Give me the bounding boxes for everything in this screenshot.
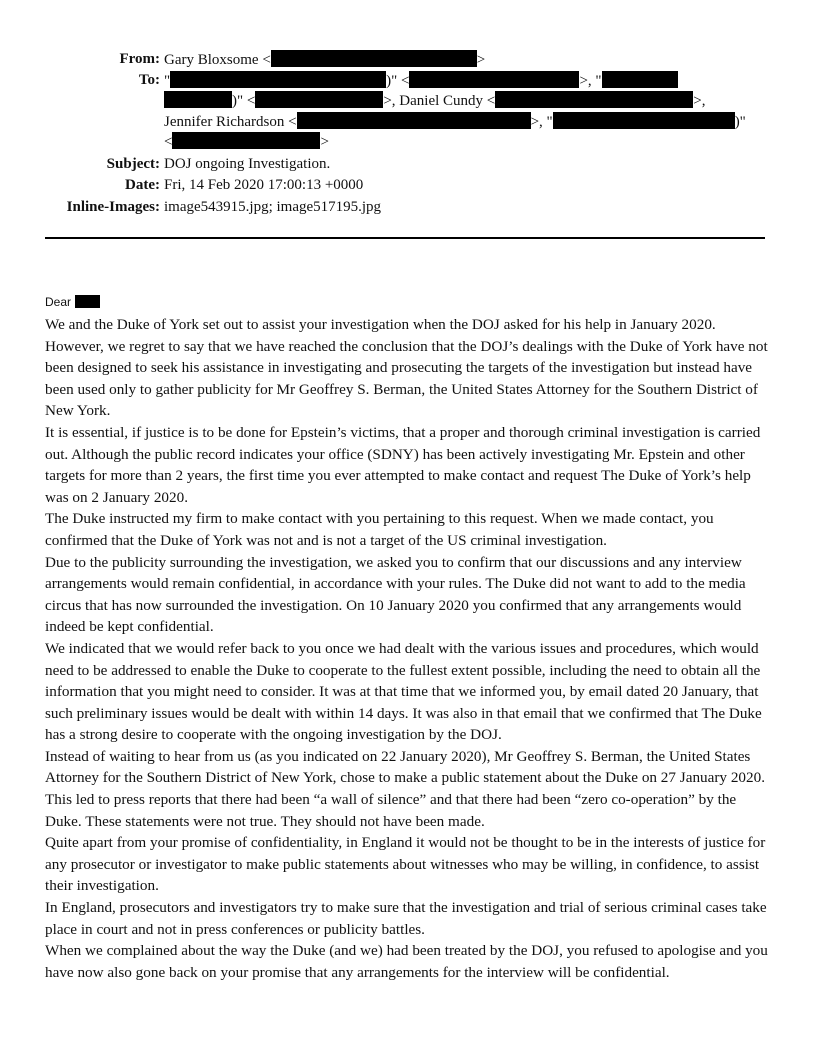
from-label: From: (119, 51, 160, 67)
redaction-box (75, 295, 100, 308)
paragraph: The Duke instructed my firm to make contact with you pertaining to this request. When we made contact, you confirmed that the Duke of York was not and is not a target of the US criminal investigation. (45, 510, 714, 549)
redaction-box (553, 112, 735, 129)
paragraph: It is essential, if justice is to be done for Epstein’s victims, that a proper and thorough criminal investigation is carried out. Although the public record indicates your office (SDNY) has been actively investigating Mr. Epstein and other targets for more than 2 years, the first time you ever attempted to make contact and request The Duke of York’s help was on 2 January 2020. (45, 423, 761, 506)
date-value: Fri, 14 Feb 2020 17:00:13 +0000 (164, 177, 364, 193)
from-row (0, 50, 816, 71)
inline-images-value: image543915.jpg; image517195.jpg (164, 198, 382, 215)
redaction-box (255, 91, 383, 108)
letter-body (45, 314, 770, 983)
inline-images-label: Inline-Images: (66, 198, 160, 215)
redaction-box (409, 71, 579, 88)
subject-value: DOJ ongoing Investigation. (164, 155, 331, 172)
subject-row (0, 155, 816, 175)
paragraph: In England, prosecutors and investigators try to make sure that the investigation and trial of serious criminal cases take place in court and not in press conferences or publicity battles. (45, 899, 767, 938)
redaction-box (271, 50, 477, 67)
inline-images-row (0, 198, 816, 218)
sender-name: Gary Bloxsome (164, 52, 259, 68)
date-label: Date: (125, 177, 160, 193)
subject-label: Subject: (106, 155, 160, 172)
redaction-box (170, 71, 386, 88)
to-label: To: (138, 71, 160, 88)
to-row (0, 71, 816, 153)
redaction-box (495, 91, 693, 108)
salutation (45, 294, 100, 310)
redaction-box (297, 112, 531, 129)
paragraph: Due to the publicity surrounding the investigation, we asked you to confirm that our discussions and any interview arrangements would remain confidential, in accordance with your rules. The Duke did not want to add to the media circus that has now surrounded the investigation. On 10 January 2020 you confirmed that any arrangements would indeed be kept confidential. (45, 553, 746, 636)
to-value: " )" < >, " )" < >, Daniel Cundy < >, Jennifer Richardson < >, " )" < > (164, 72, 746, 150)
redaction-box (602, 71, 678, 88)
header-divider (45, 237, 765, 239)
paragraph: We indicated that we would refer back to you once we had dealt with the various issues and procedures, which would need to be addressed to enable the Duke to cooperate to the fullest extent possible, including the need to obtain all the information that you might need to consider. It was at that time that we informed you, by email dated 20 January, that such preliminary issues would be dealt with within 14 days. It was also in that email that we confirmed that The Duke has a strong desire to cooperate with the ongoing investigation by the DOJ. (45, 639, 762, 744)
paragraph: Instead of waiting to hear from us (as you indicated on 22 January 2020), Mr Geoffrey S. Berman, the United States Attorney for the Southern District of New York, chose to make a public statement about the Duke on 27 January 2020. This led to press reports that there had been “a wall of silence” and that there had been “zero co-operation” by the Duke. These statements were not true. They should not have been made. (45, 747, 765, 830)
redaction-box (164, 91, 232, 108)
redaction-box (172, 132, 320, 149)
date-row (0, 176, 816, 196)
from-value: Gary Bloxsome < > (164, 52, 486, 68)
paragraph: We and the Duke of York set out to assist your investigation when the DOJ asked for his help in January 2020. However, we regret to say that we have reached the conclusion that the DOJ’s dealings with the Duke of York have not been designed to seek his assistance in investigating and prosecuting the targets of the investigation but instead have been used only to gather publicity for Mr Geoffrey S. Berman, the United States Attorney for the Southern District of New York. (45, 316, 768, 420)
salutation-text: Dear (45, 295, 72, 309)
paragraph: Quite apart from your promise of confidentiality, in England it would not be thought to be in the interests of justice for any prosecutor or investigator to make public statements about witnesses who may be willing, in confidence, to assist their investigation. (45, 834, 766, 895)
email-header (0, 50, 816, 217)
paragraph: When we complained about the way the Duke (and we) had been treated by the DOJ, you refused to apologise and you have now also gone back on your promise that any arrangements for the interview will be confidential. (45, 942, 768, 981)
